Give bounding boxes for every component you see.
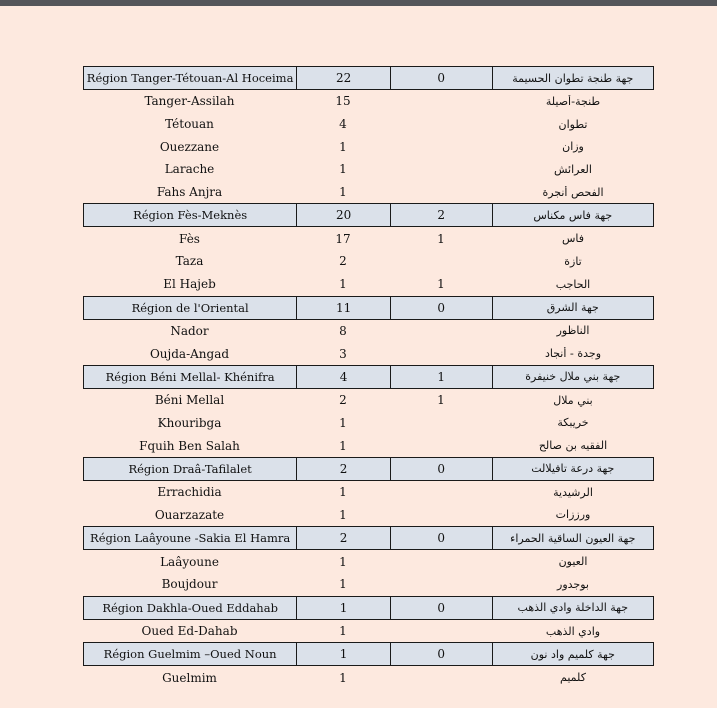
arabic-name-cell: العيون — [558, 555, 588, 569]
second-count-cell: 0 — [390, 297, 492, 319]
province-row — [83, 666, 654, 689]
count-cell: 1 — [339, 185, 347, 200]
arabic-name-cell: العرائش — [554, 162, 592, 176]
region-row — [83, 365, 654, 389]
regions-table — [83, 66, 654, 689]
second-count-cell: 0 — [390, 597, 492, 619]
arabic-name-cell: الفقيه بن صالح — [538, 439, 608, 453]
name-cell: Région Laâyoune -Sakia El Hamra — [90, 531, 291, 546]
count-cell: 1 — [339, 485, 347, 500]
count-cell: 1 — [339, 670, 347, 685]
name-cell: Région Dakhla-Oued Eddahab — [102, 600, 278, 615]
second-count-cell: 2 — [390, 204, 492, 226]
region-row — [83, 596, 654, 620]
second-count-cell: 0 — [390, 458, 492, 480]
arabic-name-cell: وجدة - أنجاد — [544, 347, 602, 361]
name-cell: Tétouan — [165, 117, 214, 132]
province-row — [83, 227, 654, 250]
count-cell: 4 — [296, 366, 390, 388]
arabic-name-cell: جهة الشرق — [492, 297, 653, 319]
region-row — [83, 66, 654, 90]
second-count-cell: 1 — [437, 231, 445, 246]
arabic-name-cell: جهة كلميم واد نون — [492, 643, 653, 665]
province-row — [83, 342, 654, 365]
count-cell: 1 — [296, 643, 390, 665]
arabic-name-cell: جهة العيون الساقية الحمراء — [492, 527, 653, 549]
count-cell: 15 — [335, 94, 351, 109]
province-row — [83, 620, 654, 643]
name-cell: Région Béni Mellal- Khénifra — [105, 369, 275, 384]
name-cell: Fquih Ben Salah — [139, 438, 240, 453]
count-cell: 2 — [296, 458, 390, 480]
second-count-cell: 0 — [390, 67, 492, 89]
name-cell: Ouarzazate — [154, 507, 225, 522]
count-cell: 20 — [296, 204, 390, 226]
name-cell: Fahs Anjra — [156, 185, 223, 200]
province-row — [83, 320, 654, 343]
name-cell: Fès — [179, 231, 200, 246]
top-bar — [0, 0, 717, 6]
count-cell: 1 — [339, 624, 347, 639]
province-row — [83, 573, 654, 596]
arabic-name-cell: كلميم — [560, 671, 586, 685]
count-cell: 1 — [339, 507, 347, 522]
arabic-name-cell: جهة الداخلة وادي الذهب — [492, 597, 653, 619]
province-row — [83, 250, 654, 273]
second-count-cell: 1 — [437, 393, 445, 408]
arabic-name-cell: جهة طنجة تطوان الحسيمة — [492, 67, 653, 89]
province-row — [83, 135, 654, 158]
name-cell: El Hajeb — [163, 277, 216, 292]
region-row — [83, 642, 654, 666]
name-cell: Boujdour — [161, 577, 218, 592]
province-row — [83, 412, 654, 435]
name-cell: Oujda-Angad — [149, 346, 230, 361]
count-cell: 1 — [339, 139, 347, 154]
second-count-cell: 1 — [437, 277, 445, 292]
name-cell: Région Guelmim –Oued Noun — [103, 647, 277, 662]
count-cell: 2 — [296, 527, 390, 549]
name-cell: Laâyoune — [160, 554, 219, 569]
arabic-name-cell: فاس — [561, 232, 585, 246]
name-cell: Tanger-Assilah — [144, 94, 235, 109]
count-cell: 2 — [339, 254, 347, 269]
arabic-name-cell: الفحص أنجرة — [542, 185, 604, 199]
region-row — [83, 296, 654, 320]
province-row — [83, 434, 654, 457]
arabic-name-cell: وادي الذهب — [545, 624, 601, 638]
second-count-cell: 0 — [390, 527, 492, 549]
province-row — [83, 389, 654, 412]
province-row — [83, 504, 654, 527]
count-cell: 3 — [339, 346, 347, 361]
count-cell: 1 — [339, 577, 347, 592]
province-row — [83, 273, 654, 296]
count-cell: 22 — [296, 67, 390, 89]
second-count-cell: 0 — [390, 643, 492, 665]
name-cell: Guelmim — [162, 670, 217, 685]
name-cell: Errachidia — [157, 485, 222, 500]
arabic-name-cell: بني ملال — [553, 393, 593, 407]
name-cell: Taza — [175, 254, 204, 269]
arabic-name-cell: خريبكة — [557, 416, 589, 430]
count-cell: 1 — [296, 597, 390, 619]
province-row — [83, 113, 654, 136]
arabic-name-cell: تازة — [564, 254, 582, 268]
arabic-name-cell: جهة بني ملال خنيفرة — [492, 366, 653, 388]
count-cell: 1 — [339, 277, 347, 292]
arabic-name-cell: الناظور — [556, 324, 590, 338]
arabic-name-cell: وزان — [562, 140, 584, 154]
arabic-name-cell: جهة درعة تافيلالت — [492, 458, 653, 480]
count-cell: 8 — [339, 323, 347, 338]
province-row — [83, 158, 654, 181]
region-row — [83, 203, 654, 227]
name-cell: Région de l'Oriental — [131, 300, 249, 315]
region-row — [83, 457, 654, 481]
name-cell: Béni Mellal — [154, 393, 225, 408]
arabic-name-cell: طنجة-أصيلة — [545, 94, 601, 108]
arabic-name-cell: تطوان — [558, 117, 588, 131]
count-cell: 1 — [339, 415, 347, 430]
arabic-name-cell: الحاجب — [555, 277, 591, 291]
arabic-name-cell: الرشيدية — [553, 485, 593, 499]
name-cell: Oued Ed-Dahab — [141, 624, 238, 639]
region-row — [83, 526, 654, 550]
name-cell: Ouezzane — [159, 139, 220, 154]
arabic-name-cell: بوجدور — [557, 577, 589, 591]
count-cell: 2 — [339, 393, 347, 408]
count-cell: 4 — [339, 117, 347, 132]
province-row — [83, 181, 654, 204]
name-cell: Région Draâ-Tafilalet — [128, 461, 252, 476]
count-cell: 17 — [335, 231, 351, 246]
name-cell: Larache — [164, 162, 215, 177]
second-count-cell: 1 — [390, 366, 492, 388]
province-row — [83, 90, 654, 113]
arabic-name-cell: ورززات — [555, 508, 591, 522]
arabic-name-cell: جهة فاس مكناس — [492, 204, 653, 226]
count-cell: 1 — [339, 162, 347, 177]
province-row — [83, 550, 654, 573]
name-cell: Région Tanger-Tétouan-Al Hoceima — [86, 71, 294, 85]
province-row — [83, 481, 654, 504]
name-cell: Khouribga — [157, 415, 222, 430]
count-cell: 1 — [339, 438, 347, 453]
count-cell: 11 — [296, 297, 390, 319]
name-cell: Nador — [170, 323, 209, 338]
name-cell: Région Fès-Meknès — [133, 208, 248, 223]
count-cell: 1 — [339, 554, 347, 569]
